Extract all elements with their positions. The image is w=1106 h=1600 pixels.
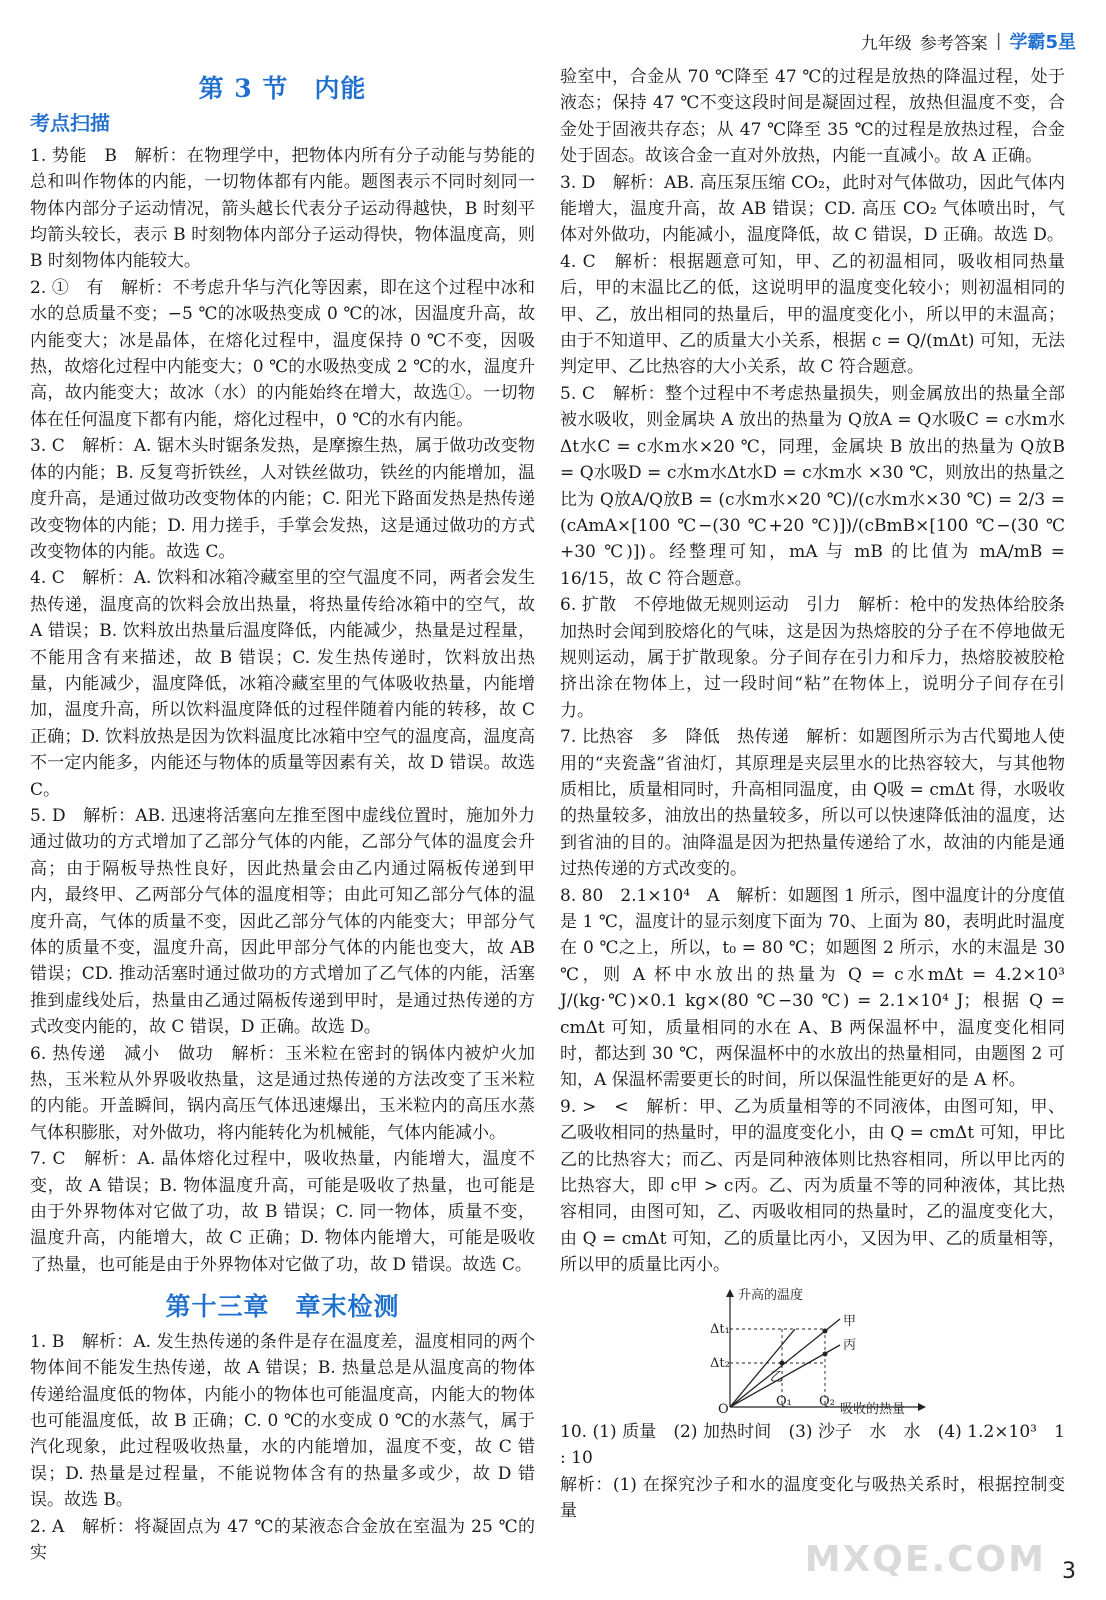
answer-paragraph: 3. C 解析：A. 锯木头时锯条发热，是摩擦生热，属于做功改变物体的内能；B. 反复弯折铁丝，人对铁丝做功，铁丝的内能增加，温度升高，是通过做功改变物体的内能；C. 阳光下路面发热是热传递改变物体的内能；D. 用力搓手，手掌会发热，这是通过做功的方式改变物体的内能。故选 C。 [30,436,535,562]
x-axis-label: 吸收的热量 [840,1401,906,1415]
q1-label: Q₁ [776,1393,792,1409]
answer-paragraph: 5. D 解析：AB. 迅速将活塞向左推至图中虚线位置时，施加外力通过做功的方式增加了乙部分气体的内能，乙部分气体的温度会升高；由于隔板导热性良好，因此热量会由乙内通过隔板传递到甲内，最终甲、乙两部分气体的温度相等；由此可知乙部分气体的温度升高，气体的质量不变，因此乙部分气体的内能变大；甲部分气体的质量不变，温度升高，因此甲部分气体的内能也变大，故 AB 错误；CD. 推动活塞时通过做功的方式增加了乙气体的内能，活塞推到虚线处后，热量由乙通过隔板传递到甲时，是通过热传递的方式改变内能的，故 C 错误，D 正确。故选 D。 [30,805,535,1038]
answer-paragraph: 1. B 解析：A. 发生热传递的条件是存在温度差，温度相同的两个物体间不能发生热传递，故 A 错误；B. 热量总是从温度高的物体传递给温度低的物体，内能小的物体也可能温度高，内能大的物体也可能温度低，故 B 正确；C. 0 ℃的水变成 0 ℃的水蒸气，属于汽化现象，此过程吸收热量，水的内能增加，温度不变，故 C 错误；D. 热量是过程量，不能说物体含有的热量多或少，故 D 错误。故选 B。 [30,1331,535,1511]
point-yi [780,1360,785,1365]
chapter-title: 第十三章 章末检测 [165,1292,400,1322]
answer-paragraph: 4. C 解析：A. 饮料和冰箱冷藏室里的空气温度不同，两者会发生热传递，温度高的饮料会放出热量，将热量传给冰箱中的空气，故 A 错误；B. 饮料放出热量后温度降低，内能减少，热量是过程量，不能用含有来描述，故 B 错误；C. 发生热传递时，饮料放出热量，内能减少，温度降低，冰箱冷藏室里的气体吸收热量，内能增加，温度升高，所以饮料温度降低的过程伴随着内能的转移，故 C 正确；D. 饮料放热是因为饮料温度比冰箱中空气的温度高，温度高不一定内能多，内能还与物体的质量等因素有关，故 D 错误。故选 C。 [30,568,535,800]
watermark: MXQE.COM [804,1539,1046,1580]
section-title: 第 3 节 内能 [198,74,367,103]
answer-paragraph: 6. 扩散 不停地做无规则运动 引力 解析：枪中的发热体给胶条加热时会闻到胶熔化的气味，这是因为热熔胶的分子在不停地做无规则运动，属于扩散现象。分子间存在引力和斥力，热熔胶被胶枪挤出涂在物体上，过一段时间“粘”在物体上，说明分子间存在引力。 [560,595,1065,721]
temperature-heat-graph [710,1285,930,1415]
point-jia [823,1328,828,1333]
answer-paragraph: 8. 80 2.1×10⁴ A 解析：如题图 1 所示，图中温度计的分度值是 1 ℃，温度计的显示刻度下面为 70、上面为 80，表明此时温度在 0 ℃之上，所以，t₀ = 80 ℃；如题图 2 所示，水的末温是 30 ℃，则 A 杯中水放出的热量为 Q = c水mΔt = 4.2×10³ J/(kg·℃)×0.1 kg×(80 ℃−30 ℃) = 2.1×10⁴ J；根据 Q = cmΔt 可知，质量相同的水在 A、B 两保温杯中，温度变化相同时，都达到 30 ℃，两保温杯中的水放出的热量相同，由题图 2 可知，A 保温杯需要更长的时间，所以保温性能更好的是 A 杯。 [560,885,1065,1091]
yi-label: 乙 [770,1369,784,1385]
page-number: 3 [1062,1559,1076,1584]
sub-title: 考点扫描 [30,111,110,136]
answer-paragraph: 6. 热传递 减小 做功 解析：玉米粒在密封的锅体内被炉火加热，玉米粒从外界吸收热量，这是通过热传递的方法改变了玉米粒的内能。开盖瞬间，锅内高压气体迅速爆出，玉米粒内的高压水蒸气体积膨胀，对外做功，将内能转化为机械能，气体内能减小。 [30,1043,535,1143]
jia-label: 甲 [843,1313,857,1329]
origin-label: O [718,1401,729,1415]
brand-logo: 学霸5星 [1009,32,1076,53]
answer-paragraph: 9. > < 解析：甲、乙为质量相等的不同液体，由图可知，甲、乙吸收相同的热量时，甲的温度变化小，由 Q = cmΔt 可知，甲比乙的比热容大；而乙、丙是同种液体则比热容相同，所以甲比丙的比热容大，即 c甲 > c丙。乙、丙为质量不等的同种液体，其比热容相同，由图可知，乙、丙吸收相同的热量时，乙的温度变化大，由 Q = cmΔt 可知，乙的质量比丙小，又因为甲、乙的质量相等，所以甲的质量比丙小。 [560,1096,1065,1276]
bing-label: 丙 [843,1337,857,1353]
answer-paragraph: 7. C 解析：A. 晶体熔化过程中，吸收热量，内能增大，温度不变，故 A 错误；B. 物体温度升高，可能是吸收了热量，也可能是由于外界物体对它做了功，故 B 错误；C. 同一物体，质量不变，温度升高，内能增大，故 C 正确；D. 物体内能增大，可能是吸收了热量，也可能是由于外界物体对它做了功，故 D 错误。故选 C。 [30,1149,535,1275]
answer-paragraph: 7. 比热容 多 降低 热传递 解析：如题图所示为古代蜀地人使用的“夹瓷盏”省油灯，其原理是夹层里水的比热容较大，与其他物质相比，质量相同时，升高相同温度，由 Q吸 = cmΔt 得，水吸收的热量较多，油放出的热量较多，所以可以快速降低油的温度，达到省油的目的。油降温是因为把热量传递给了水，故油的内能是通过热传递的方式改变的。 [560,727,1065,880]
answers-label: 参考答案 [919,33,988,54]
page-header [861,28,1076,54]
answer-paragraph: 2. ① 有 解析：不考虑升华与汽化等因素，即在这个过程中冰和水的总质量不变；−5 ℃的冰吸热变成 0 ℃的冰，因温度升高，故内能变大；冰是晶体，在熔化过程中，温度保持 0 ℃不变，因吸热，故熔化过程中内能变大；0 ℃的水吸热变成 2 ℃的水，温度升高，故内能变大；故冰（水）的内能始终在增大，故选①。一切物体在任何温度下都有内能，熔化过程中，0 ℃的水有内能。 [30,277,535,430]
dt2-label: Δt₂ [710,1355,730,1371]
grade-label: 九年级 [860,33,912,54]
answer-paragraph: 4. C 解析：根据题意可知，甲、乙的初温相同，吸收相同热量后，甲的末温比乙的低，这说明甲的温度变化较小；则初温相同的甲、乙，放出相同的热量后，甲的温度变化小，所以甲的末温高；由于不知道甲、乙的质量大小关系，根据 c = Q/(mΔt) 可知，无法判定甲、乙比热容的大小关系，故 C 符合题意。 [560,251,1065,378]
y-axis-arrow [726,1289,734,1297]
answer-paragraph: 5. C 解析：整个过程中不考虑热量损失，则金属放出的热量全部被水吸收，则金属块 A 放出的热量为 Q放A = Q水吸C = c水m水 Δt水C = c水m水×20 ℃，同理，金属块 B 放出的热量为 Q放B = Q水吸D = c水m水Δt水D = c水m水 ×30 ℃，则放出的热量之比为 Q放A/Q放B = (c水m水×20 ℃)/(c水m水×30 ℃) = 2/3 = (cAmA×[100 ℃−(30 ℃+20 ℃)])/(cBmB×[100 ℃−(30 ℃+30 ℃)])。经整理可知，mA 与 mB 的比值为 mA/mB = 16/15，故 C 符合题意。 [560,383,1065,589]
left-column [30,60,535,1566]
dt1-label: Δt₁ [710,1321,730,1337]
x-axis-arrow [918,1403,926,1411]
answer-paragraph: 1. 势能 B 解析：在物理学中，把物体内所有分子动能与势能的总和叫作物体的内能，一切物体都有内能。题图表示不同时刻同一物体内部分子运动情况，箭头越长代表分子运动得越快，B 时刻平均箭头较长，表示 B 时刻物体内部分子运动得快，物体温度高，则 B 时刻物体内能较大。 [30,145,535,272]
point-bing [823,1351,828,1356]
answer-paragraph: 验室中，合金从 70 ℃降至 47 ℃的过程是放热的降温过程，处于液态；保持 47 ℃不变这段时间是凝固过程，放热但温度不变，合金处于固液共存态；从 47 ℃降至 35 ℃的过程是放热过程，合金处于固态。故该合金一直对外放热，内能一直减小。故 A 正确。 [560,67,1065,167]
q2-label: Q₂ [819,1393,835,1409]
answer-paragraph: 3. D 解析：AB. 高压泵压缩 CO₂，此时对气体做功，因此气体内能增大，温度升高，故 AB 错误；CD. 高压 CO₂ 气体喷出时，气体对外做功，内能减小，温度降低，故 C 错误，D 正确。故选 D。 [560,172,1065,246]
right-column [560,64,1065,1524]
answer-paragraph: 10. (1) 质量 (2) 加热时间 (3) 沙子 水 水 (4) 1.2×10³ 1 : 10 [560,1421,1065,1469]
header-divider: | [995,31,1002,51]
answer-paragraph: 解析：(1) 在探究沙子和水的温度变化与吸热关系时，根据控制变量 [560,1474,1065,1521]
answer-paragraph: 2. A 解析：将凝固点为 47 ℃的某液态合金放在室温为 25 ℃的实 [30,1516,535,1563]
y-axis-label: 升高的温度 [738,1287,804,1303]
